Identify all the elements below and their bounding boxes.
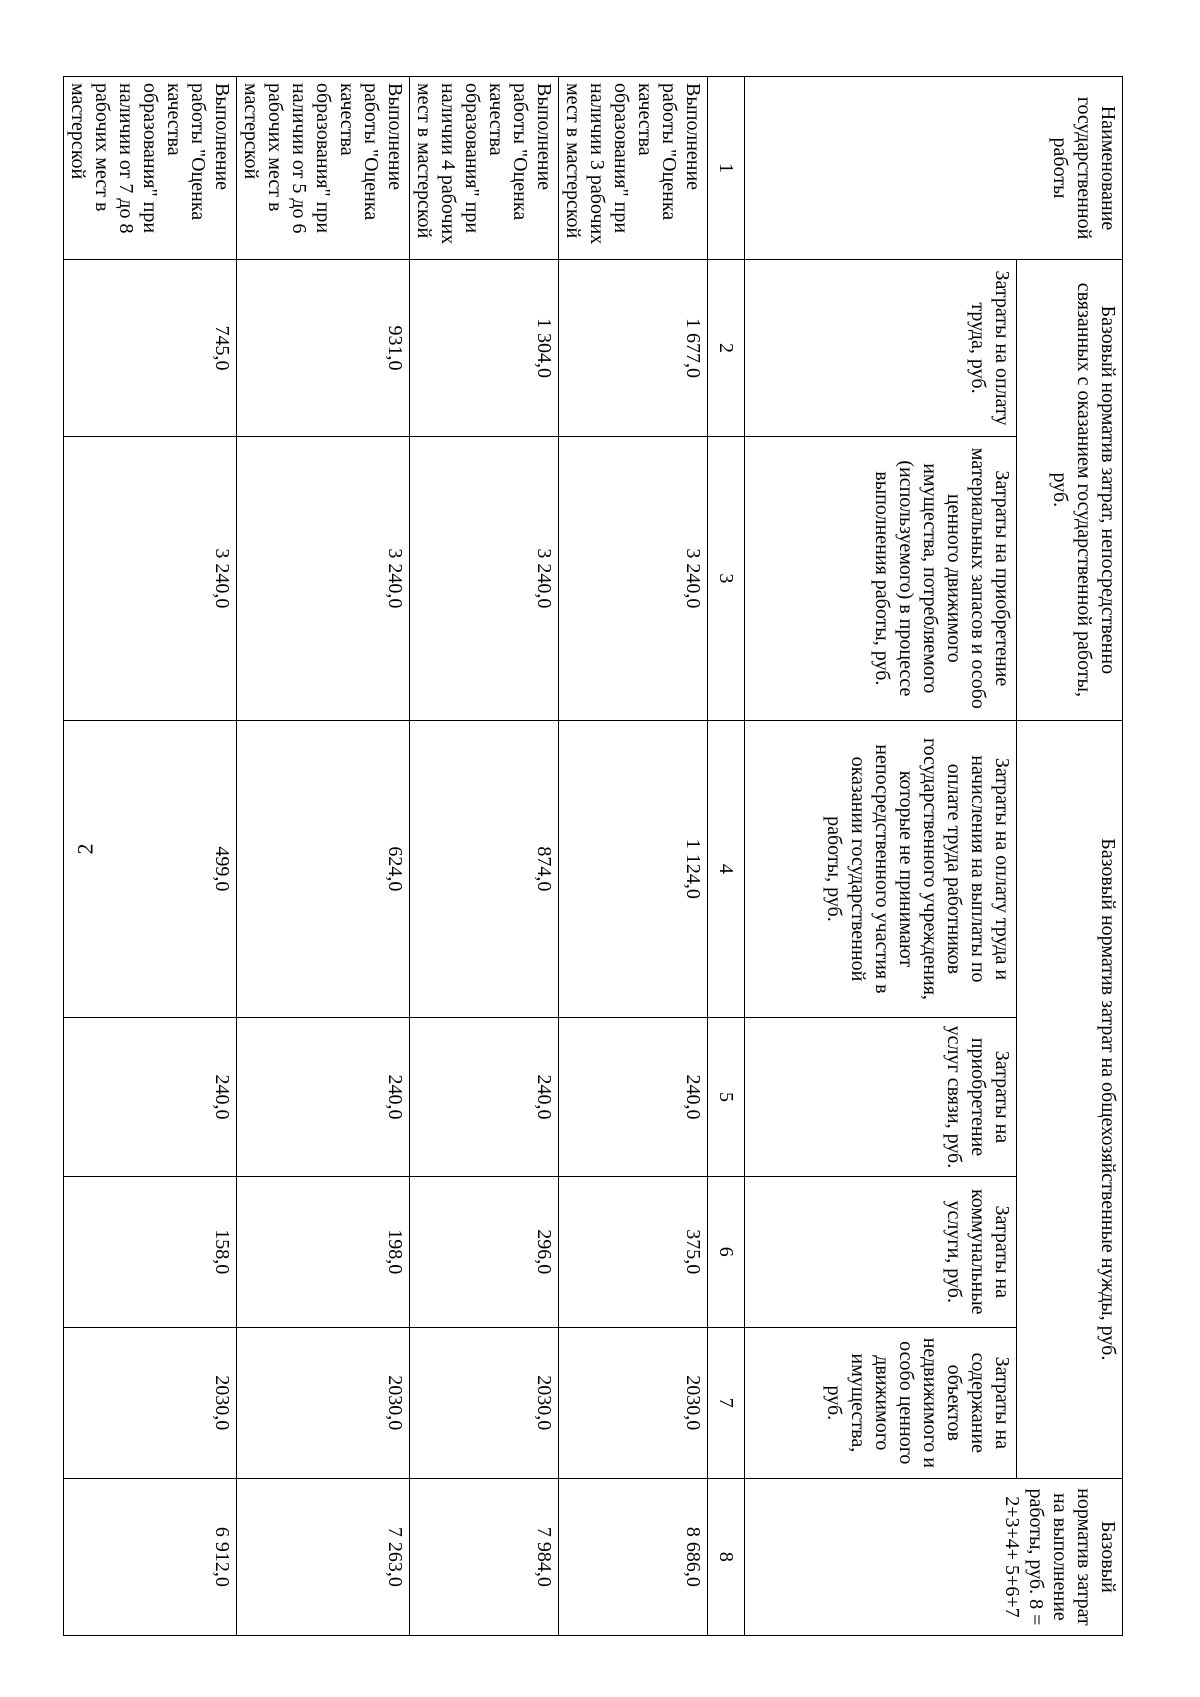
cell-staff: 874,0 (410, 720, 559, 1017)
cell-utilities: 375,0 (559, 1176, 708, 1327)
row-name: Выполнение работы "Оценка качества образования" при наличии 4 рабочих мест в мастерской (410, 77, 559, 260)
header-group-general: Базовый норматив затрат на общехозяйственные нужды, руб. (1017, 720, 1123, 1478)
cell-total: 7 984,0 (410, 1478, 559, 1635)
cell-communication: 240,0 (559, 1018, 708, 1177)
col-number: 2 (708, 260, 745, 437)
cell-maintenance: 2030,0 (410, 1327, 559, 1478)
table-row (64, 77, 237, 1636)
header-col7: Затраты на содержание объектов недвижимого и особо ценного движимого имущества, руб. (745, 1327, 1017, 1478)
row-name: Выполнение работы "Оценка качества образования" при наличии 3 рабочих мест в мастерской (559, 77, 708, 260)
cell-materials: 3 240,0 (559, 436, 708, 720)
header-col6: Затраты на коммунальные услуги, руб. (745, 1176, 1017, 1327)
row-name: Выполнение работы "Оценка качества образования" при наличии от 5 до 6 рабочих мест в мастерской (237, 77, 410, 260)
col-number: 4 (708, 720, 745, 1017)
page-number: 2 (72, 843, 98, 855)
header-name: Наименование государственной работы (745, 77, 1123, 260)
cell-communication: 240,0 (410, 1018, 559, 1177)
cost-norms-table (63, 76, 1123, 1636)
header-total: Базовый норматив затрат на выполнение работы, руб. 8 = 2+3+4+ 5+6+7 (745, 1478, 1123, 1635)
cell-labor: 1 677,0 (559, 260, 708, 437)
col-number: 5 (708, 1018, 745, 1177)
table-row (410, 77, 559, 1636)
col-number: 8 (708, 1478, 745, 1635)
cell-utilities: 296,0 (410, 1176, 559, 1327)
col-number: 1 (708, 77, 745, 260)
header-col5: Затраты на приобретение услуг связи, руб. (745, 1018, 1017, 1177)
cell-maintenance: 2030,0 (64, 1327, 237, 1478)
header-group-direct: Базовый норматив затрат, непосредственно связанных с оказанием государственной работы, руб. (1017, 260, 1123, 721)
cell-total: 6 912,0 (64, 1478, 237, 1635)
cell-labor: 931,0 (237, 260, 410, 437)
header-col2: Затраты на оплату труда, руб. (745, 260, 1017, 437)
cell-utilities: 158,0 (64, 1176, 237, 1327)
header-col4: Затраты на оплату труда и начисления на выплаты по оплате труда работников государственного учреждения, которые не принимают непосредственного участия в оказании государственной работы, руб. (745, 720, 1017, 1017)
cell-materials: 3 240,0 (410, 436, 559, 720)
cell-maintenance: 2030,0 (237, 1327, 410, 1478)
cell-staff: 624,0 (237, 720, 410, 1017)
column-number-row (708, 77, 745, 1636)
cell-labor: 745,0 (64, 260, 237, 437)
table-row (559, 77, 708, 1636)
cell-materials: 3 240,0 (64, 436, 237, 720)
row-name: Выполнение работы "Оценка качества образования" при наличии от 7 до 8 рабочих мест в мастерской (64, 77, 237, 260)
cell-communication: 240,0 (64, 1018, 237, 1177)
col-number: 6 (708, 1176, 745, 1327)
cell-communication: 240,0 (237, 1018, 410, 1177)
rotated-table-page (67, 76, 1123, 1636)
cell-staff: 1 124,0 (559, 720, 708, 1017)
cell-materials: 3 240,0 (237, 436, 410, 720)
cell-utilities: 198,0 (237, 1176, 410, 1327)
cell-total: 8 686,0 (559, 1478, 708, 1635)
col-number: 7 (708, 1327, 745, 1478)
header-col3: Затраты на приобретение материальных запасов и особо ценного движимого имущества, потребляемого (используемого) в процессе выполнения работы, руб. (745, 436, 1017, 720)
cell-labor: 1 304,0 (410, 260, 559, 437)
table-row (237, 77, 410, 1636)
cell-maintenance: 2030,0 (559, 1327, 708, 1478)
col-number: 3 (708, 436, 745, 720)
cell-staff: 499,0 (64, 720, 237, 1017)
cell-total: 7 263,0 (237, 1478, 410, 1635)
